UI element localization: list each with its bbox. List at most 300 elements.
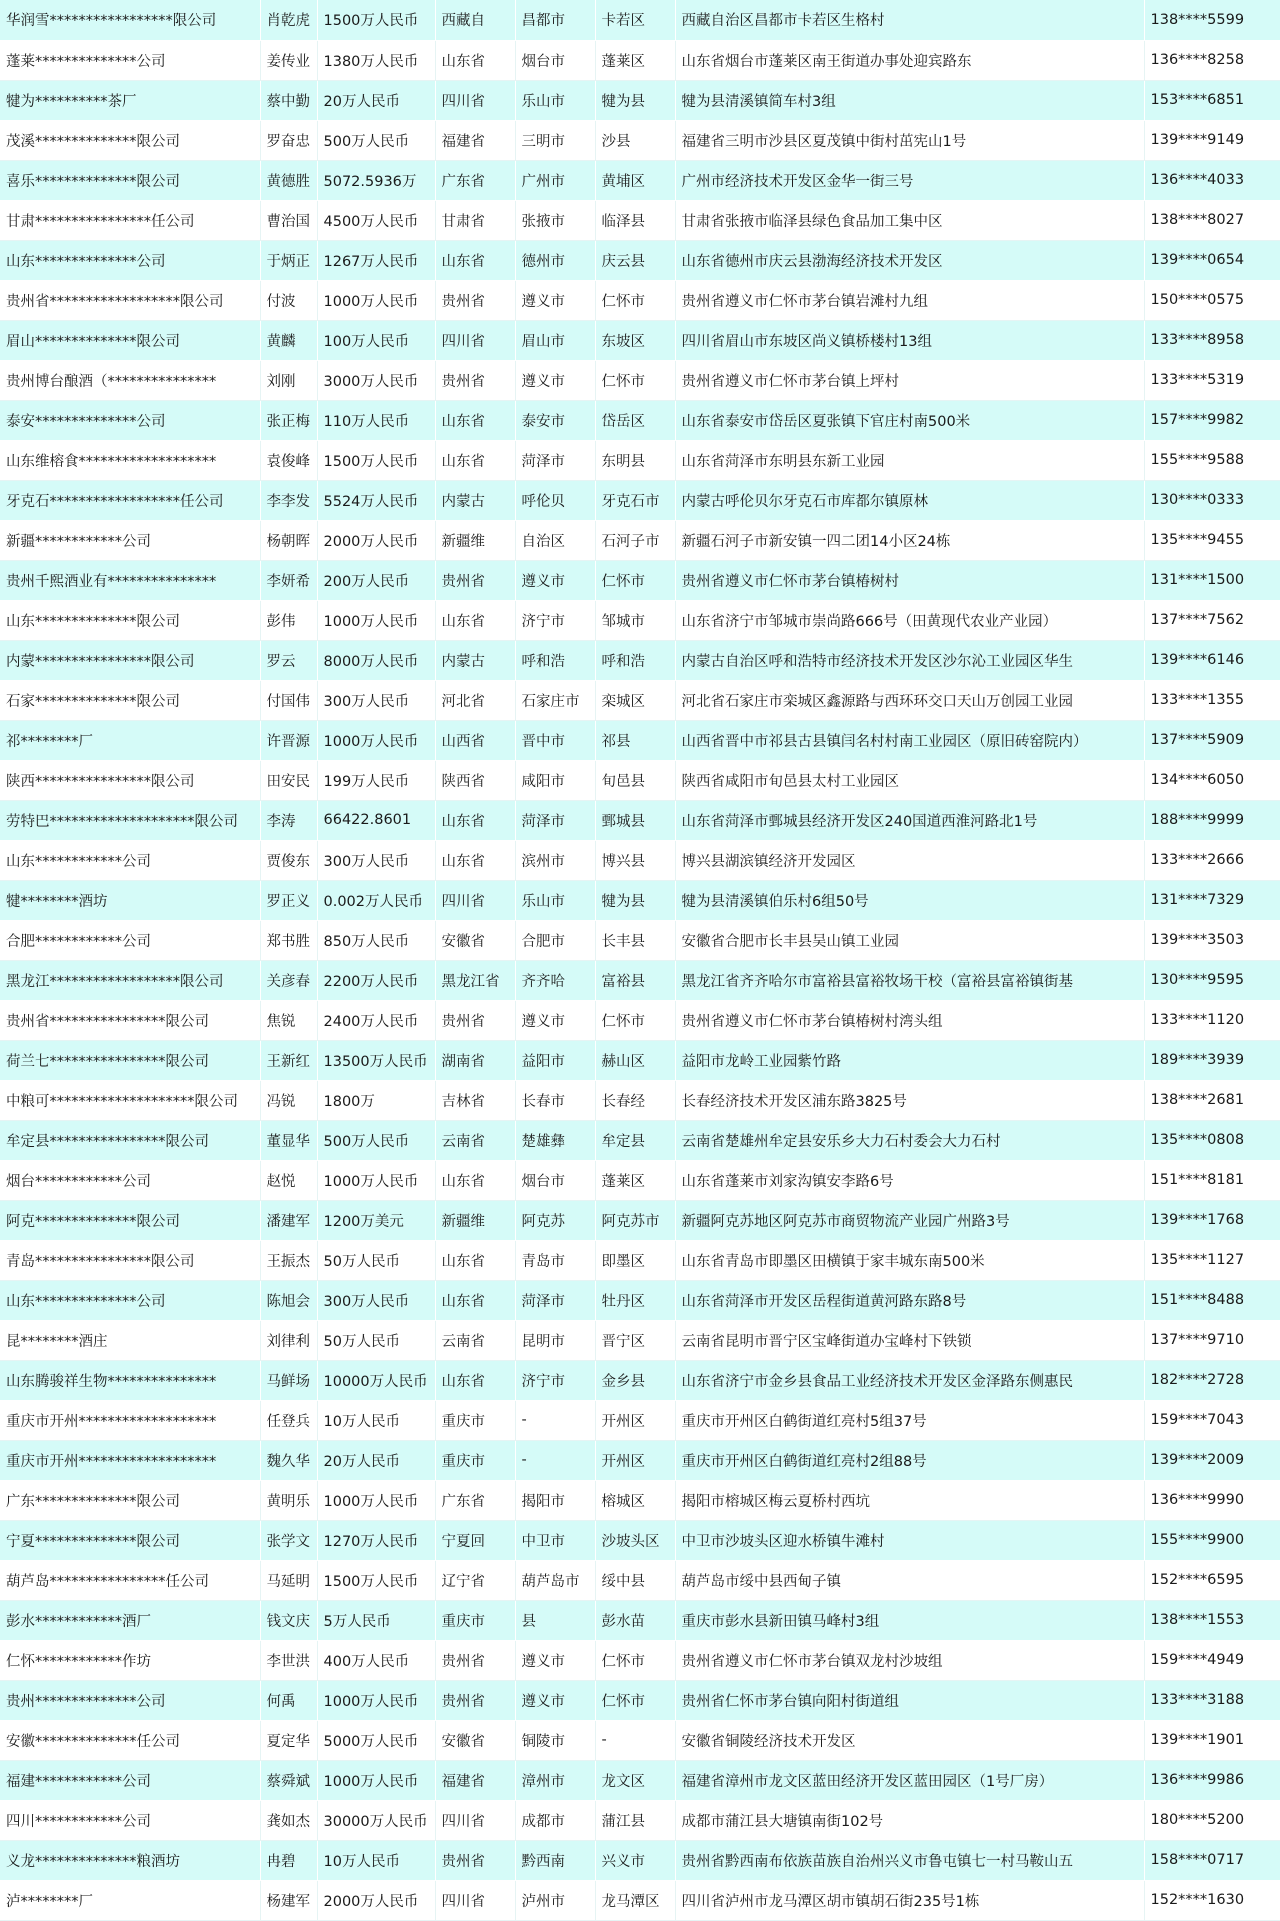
registered-capital-cell: 1000万人民币 [317, 1480, 435, 1520]
city-cell: 成都市 [515, 1800, 595, 1840]
phone-cell: 180****5200 [1144, 1800, 1280, 1840]
district-cell: 蓬莱区 [595, 1160, 675, 1200]
phone-cell: 182****2728 [1144, 1360, 1280, 1400]
legal-representative-cell: 曹治国 [260, 200, 317, 240]
address-cell: 安徽省合肥市长丰县吴山镇工业园 [675, 920, 1144, 960]
province-cell: 山东省 [435, 440, 515, 480]
district-cell: 兴义市 [595, 1840, 675, 1880]
district-cell: 博兴县 [595, 840, 675, 880]
province-cell: 宁夏回 [435, 1520, 515, 1560]
address-cell: 内蒙古呼伦贝尔牙克石市库都尔镇原林 [675, 480, 1144, 520]
phone-cell: 133****1355 [1144, 680, 1280, 720]
district-cell: 长丰县 [595, 920, 675, 960]
city-cell: 揭阳市 [515, 1480, 595, 1520]
city-cell: 益阳市 [515, 1040, 595, 1080]
province-cell: 贵州省 [435, 360, 515, 400]
phone-cell: 136****8258 [1144, 40, 1280, 80]
company-name-cell: 荷兰七****************限公司 [0, 1040, 260, 1080]
address-cell: 贵州省遵义市仁怀市茅台镇双龙村沙坡组 [675, 1640, 1144, 1680]
legal-representative-cell: 肖乾虎 [260, 0, 317, 40]
city-cell: - [515, 1440, 595, 1480]
table-row [0, 1840, 1280, 1880]
district-cell: 富裕县 [595, 960, 675, 1000]
company-name-cell: 贵州千熙酒业有*************** [0, 560, 260, 600]
province-cell: 山东省 [435, 800, 515, 840]
district-cell: 彭水苗 [595, 1600, 675, 1640]
address-cell: 甘肃省张掖市临泽县绿色食品加工集中区 [675, 200, 1144, 240]
province-cell: 四川省 [435, 80, 515, 120]
address-cell: 山东省德州市庆云县渤海经济技术开发区 [675, 240, 1144, 280]
legal-representative-cell: 李妍希 [260, 560, 317, 600]
company-name-cell: 祁********厂 [0, 720, 260, 760]
legal-representative-cell: 潘建军 [260, 1200, 317, 1240]
company-name-cell: 安徽**************任公司 [0, 1720, 260, 1760]
district-cell: 牙克石市 [595, 480, 675, 520]
company-name-cell: 山东**************限公司 [0, 600, 260, 640]
legal-representative-cell: 罗奋忠 [260, 120, 317, 160]
table-row [0, 80, 1280, 120]
province-cell: 山东省 [435, 1240, 515, 1280]
legal-representative-cell: 张学文 [260, 1520, 317, 1560]
company-name-cell: 新疆************公司 [0, 520, 260, 560]
address-cell: 贵州省仁怀市茅台镇向阳村街道组 [675, 1680, 1144, 1720]
district-cell: 祁县 [595, 720, 675, 760]
table-row [0, 880, 1280, 920]
registered-capital-cell: 0.002万人民币 [317, 880, 435, 920]
table-row [0, 600, 1280, 640]
address-cell: 山东省济宁市邹城市崇尚路666号（田黄现代农业产业园） [675, 600, 1144, 640]
legal-representative-cell: 冉碧 [260, 1840, 317, 1880]
address-cell: 河北省石家庄市栾城区鑫源路与西环环交口天山万创园工业园 [675, 680, 1144, 720]
district-cell: 蒲江县 [595, 1800, 675, 1840]
registered-capital-cell: 66422.8601 [317, 800, 435, 840]
phone-cell: 159****7043 [1144, 1400, 1280, 1440]
province-cell: 广东省 [435, 1480, 515, 1520]
registered-capital-cell: 1267万人民币 [317, 240, 435, 280]
table-row [0, 1520, 1280, 1560]
city-cell: 菏泽市 [515, 1280, 595, 1320]
legal-representative-cell: 李涛 [260, 800, 317, 840]
registered-capital-cell: 30000万人民币 [317, 1800, 435, 1840]
address-cell: 福建省漳州市龙文区蓝田经济开发区蓝田园区（1号厂房） [675, 1760, 1144, 1800]
table-row [0, 1400, 1280, 1440]
company-name-cell: 福建************公司 [0, 1760, 260, 1800]
legal-representative-cell: 刘刚 [260, 360, 317, 400]
province-cell: 广东省 [435, 160, 515, 200]
province-cell: 云南省 [435, 1120, 515, 1160]
phone-cell: 135****9455 [1144, 520, 1280, 560]
province-cell: 贵州省 [435, 280, 515, 320]
district-cell: 仁怀市 [595, 1680, 675, 1720]
city-cell: - [515, 1400, 595, 1440]
table-row [0, 1480, 1280, 1520]
district-cell: 晋宁区 [595, 1320, 675, 1360]
registered-capital-cell: 10万人民币 [317, 1840, 435, 1880]
phone-cell: 133****8958 [1144, 320, 1280, 360]
table-row [0, 1440, 1280, 1480]
phone-cell: 131****7329 [1144, 880, 1280, 920]
address-cell: 新疆阿克苏地区阿克苏市商贸物流产业园广州路3号 [675, 1200, 1144, 1240]
company-name-cell: 贵州博台酿酒（*************** [0, 360, 260, 400]
address-cell: 山东省菏泽市东明县东新工业园 [675, 440, 1144, 480]
company-name-cell: 犍********酒坊 [0, 880, 260, 920]
city-cell: 乐山市 [515, 80, 595, 120]
company-name-cell: 山东腾骏祥生物*************** [0, 1360, 260, 1400]
table-row [0, 360, 1280, 400]
city-cell: 烟台市 [515, 1160, 595, 1200]
phone-cell: 133****3188 [1144, 1680, 1280, 1720]
phone-cell: 189****3939 [1144, 1040, 1280, 1080]
city-cell: 遵义市 [515, 1680, 595, 1720]
address-cell: 内蒙古自治区呼和浩特市经济技术开发区沙尔沁工业园区华生 [675, 640, 1144, 680]
city-cell: 遵义市 [515, 1640, 595, 1680]
phone-cell: 139****2009 [1144, 1440, 1280, 1480]
phone-cell: 159****4949 [1144, 1640, 1280, 1680]
district-cell: 仁怀市 [595, 280, 675, 320]
province-cell: 重庆市 [435, 1400, 515, 1440]
district-cell: 庆云县 [595, 240, 675, 280]
phone-cell: 134****6050 [1144, 760, 1280, 800]
registered-capital-cell: 1500万人民币 [317, 440, 435, 480]
company-name-cell: 重庆市开州******************* [0, 1440, 260, 1480]
table-row [0, 440, 1280, 480]
company-name-cell: 山东**************公司 [0, 240, 260, 280]
phone-cell: 139****1768 [1144, 1200, 1280, 1240]
registered-capital-cell: 100万人民币 [317, 320, 435, 360]
company-name-cell: 宁夏**************限公司 [0, 1520, 260, 1560]
district-cell: 犍为县 [595, 880, 675, 920]
company-name-cell: 黑龙江******************限公司 [0, 960, 260, 1000]
company-name-cell: 劳特巴********************限公司 [0, 800, 260, 840]
legal-representative-cell: 杨朝晖 [260, 520, 317, 560]
province-cell: 福建省 [435, 120, 515, 160]
address-cell: 山东省济宁市金乡县食品工业经济技术开发区金泽路东侧惠民 [675, 1360, 1144, 1400]
registered-capital-cell: 10万人民币 [317, 1400, 435, 1440]
table-row [0, 680, 1280, 720]
district-cell: 长春经 [595, 1080, 675, 1120]
registered-capital-cell: 5524万人民币 [317, 480, 435, 520]
district-cell: 石河子市 [595, 520, 675, 560]
company-name-cell: 泰安**************公司 [0, 400, 260, 440]
company-name-cell: 牟定县****************限公司 [0, 1120, 260, 1160]
registered-capital-cell: 1000万人民币 [317, 600, 435, 640]
table-row [0, 480, 1280, 520]
district-cell: 龙马潭区 [595, 1880, 675, 1920]
address-cell: 云南省楚雄州牟定县安乐乡大力石村委会大力石村 [675, 1120, 1144, 1160]
province-cell: 山东省 [435, 840, 515, 880]
table-row [0, 200, 1280, 240]
district-cell: 仁怀市 [595, 1640, 675, 1680]
table-row [0, 1000, 1280, 1040]
city-cell: 青岛市 [515, 1240, 595, 1280]
city-cell: 张掖市 [515, 200, 595, 240]
legal-representative-cell: 蔡中勤 [260, 80, 317, 120]
city-cell: 中卫市 [515, 1520, 595, 1560]
city-cell: 自治区 [515, 520, 595, 560]
province-cell: 辽宁省 [435, 1560, 515, 1600]
address-cell: 贵州省遵义市仁怀市茅台镇岩滩村九组 [675, 280, 1144, 320]
legal-representative-cell: 何禹 [260, 1680, 317, 1720]
city-cell: 广州市 [515, 160, 595, 200]
phone-cell: 139****0654 [1144, 240, 1280, 280]
registered-capital-cell: 5072.5936万 [317, 160, 435, 200]
province-cell: 重庆市 [435, 1440, 515, 1480]
city-cell: 眉山市 [515, 320, 595, 360]
registered-capital-cell: 10000万人民币 [317, 1360, 435, 1400]
city-cell: 遵义市 [515, 280, 595, 320]
table-row [0, 1720, 1280, 1760]
company-name-cell: 中粮可********************限公司 [0, 1080, 260, 1120]
province-cell: 山东省 [435, 400, 515, 440]
registered-capital-cell: 1500万人民币 [317, 0, 435, 40]
legal-representative-cell: 刘律利 [260, 1320, 317, 1360]
legal-representative-cell: 郑书胜 [260, 920, 317, 960]
company-name-cell: 石家**************限公司 [0, 680, 260, 720]
phone-cell: 139****1901 [1144, 1720, 1280, 1760]
table-row [0, 0, 1280, 40]
district-cell: 开州区 [595, 1440, 675, 1480]
city-cell: 长春市 [515, 1080, 595, 1120]
company-name-cell: 内蒙****************限公司 [0, 640, 260, 680]
phone-cell: 155****9900 [1144, 1520, 1280, 1560]
phone-cell: 139****9149 [1144, 120, 1280, 160]
company-name-cell: 阿克**************限公司 [0, 1200, 260, 1240]
table-row [0, 1760, 1280, 1800]
registered-capital-cell: 1000万人民币 [317, 1760, 435, 1800]
city-cell: 济宁市 [515, 600, 595, 640]
legal-representative-cell: 冯锐 [260, 1080, 317, 1120]
legal-representative-cell: 李世洪 [260, 1640, 317, 1680]
phone-cell: 137****5909 [1144, 720, 1280, 760]
registered-capital-cell: 50万人民币 [317, 1240, 435, 1280]
legal-representative-cell: 龚如杰 [260, 1800, 317, 1840]
address-cell: 山东省菏泽市鄄城县经济开发区240国道西淮河路北1号 [675, 800, 1144, 840]
company-name-cell: 山东************公司 [0, 840, 260, 880]
district-cell: 岱岳区 [595, 400, 675, 440]
address-cell: 贵州省遵义市仁怀市茅台镇椿树村湾头组 [675, 1000, 1144, 1040]
province-cell: 山东省 [435, 1280, 515, 1320]
registered-capital-cell: 500万人民币 [317, 1120, 435, 1160]
company-name-cell: 贵州省******************限公司 [0, 280, 260, 320]
province-cell: 山东省 [435, 40, 515, 80]
district-cell: 仁怀市 [595, 360, 675, 400]
company-name-cell: 犍为**********茶厂 [0, 80, 260, 120]
district-cell: 鄄城县 [595, 800, 675, 840]
city-cell: 德州市 [515, 240, 595, 280]
company-name-cell: 四川************公司 [0, 1800, 260, 1840]
province-cell: 云南省 [435, 1320, 515, 1360]
table-row [0, 920, 1280, 960]
table-row [0, 320, 1280, 360]
registered-capital-cell: 2000万人民币 [317, 1880, 435, 1920]
district-cell: 龙文区 [595, 1760, 675, 1800]
phone-cell: 136****4033 [1144, 160, 1280, 200]
company-name-cell: 山东**************公司 [0, 1280, 260, 1320]
registered-capital-cell: 1000万人民币 [317, 1160, 435, 1200]
city-cell: 葫芦岛市 [515, 1560, 595, 1600]
table-row [0, 1280, 1280, 1320]
phone-cell: 157****9982 [1144, 400, 1280, 440]
registered-capital-cell: 110万人民币 [317, 400, 435, 440]
legal-representative-cell: 黄明乐 [260, 1480, 317, 1520]
phone-cell: 138****5599 [1144, 0, 1280, 40]
address-cell: 云南省昆明市晋宁区宝峰街道办宝峰村下铁锁 [675, 1320, 1144, 1360]
district-cell: 东明县 [595, 440, 675, 480]
phone-cell: 133****1120 [1144, 1000, 1280, 1040]
phone-cell: 138****8027 [1144, 200, 1280, 240]
city-cell: 乐山市 [515, 880, 595, 920]
province-cell: 山西省 [435, 720, 515, 760]
table-row [0, 520, 1280, 560]
legal-representative-cell: 魏久华 [260, 1440, 317, 1480]
city-cell: 遵义市 [515, 1000, 595, 1040]
legal-representative-cell: 陈旭会 [260, 1280, 317, 1320]
province-cell: 山东省 [435, 600, 515, 640]
district-cell: 黄埔区 [595, 160, 675, 200]
address-cell: 贵州省黔西南布依族苗族自治州兴义市鲁屯镇七一村马鞍山五 [675, 1840, 1144, 1880]
company-name-cell: 贵州省****************限公司 [0, 1000, 260, 1040]
legal-representative-cell: 彭伟 [260, 600, 317, 640]
city-cell: 三明市 [515, 120, 595, 160]
city-cell: 咸阳市 [515, 760, 595, 800]
phone-cell: 151****8488 [1144, 1280, 1280, 1320]
province-cell: 内蒙古 [435, 640, 515, 680]
phone-cell: 130****9595 [1144, 960, 1280, 1000]
phone-cell: 152****1630 [1144, 1880, 1280, 1920]
company-name-cell: 陕西****************限公司 [0, 760, 260, 800]
legal-representative-cell: 王振杰 [260, 1240, 317, 1280]
address-cell: 犍为县清溪镇伯乐村6组50号 [675, 880, 1144, 920]
table-row [0, 1080, 1280, 1120]
address-cell: 黑龙江省齐齐哈尔市富裕县富裕牧场干校（富裕县富裕镇街基 [675, 960, 1144, 1000]
city-cell: 楚雄彝 [515, 1120, 595, 1160]
city-cell: 烟台市 [515, 40, 595, 80]
district-cell: 金乡县 [595, 1360, 675, 1400]
registered-capital-cell: 1500万人民币 [317, 1560, 435, 1600]
table-row [0, 1640, 1280, 1680]
city-cell: 泸州市 [515, 1880, 595, 1920]
table-row [0, 1680, 1280, 1720]
table-row [0, 720, 1280, 760]
table-row [0, 1560, 1280, 1600]
table-row [0, 240, 1280, 280]
address-cell: 重庆市开州区白鹤街道红亮村2组88号 [675, 1440, 1144, 1480]
table-row [0, 400, 1280, 440]
legal-representative-cell: 赵悦 [260, 1160, 317, 1200]
address-cell: 山东省青岛市即墨区田横镇于家丰城东南500米 [675, 1240, 1144, 1280]
registered-capital-cell: 13500万人民币 [317, 1040, 435, 1080]
legal-representative-cell: 王新红 [260, 1040, 317, 1080]
phone-cell: 139****3503 [1144, 920, 1280, 960]
address-cell: 中卫市沙坡头区迎水桥镇牛滩村 [675, 1520, 1144, 1560]
city-cell: 齐齐哈 [515, 960, 595, 1000]
address-cell: 山东省蓬莱市刘家沟镇安李路6号 [675, 1160, 1144, 1200]
registered-capital-cell: 1000万人民币 [317, 280, 435, 320]
city-cell: 呼和浩 [515, 640, 595, 680]
registered-capital-cell: 1800万 [317, 1080, 435, 1120]
registered-capital-cell: 2400万人民币 [317, 1000, 435, 1040]
company-name-cell: 仁怀************作坊 [0, 1640, 260, 1680]
legal-representative-cell: 张正梅 [260, 400, 317, 440]
province-cell: 贵州省 [435, 560, 515, 600]
table-row [0, 40, 1280, 80]
address-cell: 四川省泸州市龙马潭区胡市镇胡石街235号1栋 [675, 1880, 1144, 1920]
legal-representative-cell: 马鲜场 [260, 1360, 317, 1400]
district-cell: 沙坡头区 [595, 1520, 675, 1560]
table-row [0, 760, 1280, 800]
province-cell: 贵州省 [435, 1680, 515, 1720]
table-row [0, 1240, 1280, 1280]
registered-capital-cell: 1200万美元 [317, 1200, 435, 1240]
legal-representative-cell: 罗云 [260, 640, 317, 680]
legal-representative-cell: 许晋源 [260, 720, 317, 760]
registered-capital-cell: 1000万人民币 [317, 720, 435, 760]
city-cell: 昌都市 [515, 0, 595, 40]
company-name-cell: 烟台************公司 [0, 1160, 260, 1200]
city-cell: 遵义市 [515, 360, 595, 400]
table-row [0, 1880, 1280, 1920]
phone-cell: 133****5319 [1144, 360, 1280, 400]
phone-cell: 158****0717 [1144, 1840, 1280, 1880]
district-cell: 仁怀市 [595, 1000, 675, 1040]
company-name-cell: 牙克石******************任公司 [0, 480, 260, 520]
province-cell: 安徽省 [435, 920, 515, 960]
company-name-cell: 重庆市开州******************* [0, 1400, 260, 1440]
phone-cell: 151****8181 [1144, 1160, 1280, 1200]
city-cell: 菏泽市 [515, 800, 595, 840]
registered-capital-cell: 2000万人民币 [317, 520, 435, 560]
legal-representative-cell: 关彦春 [260, 960, 317, 1000]
province-cell: 重庆市 [435, 1600, 515, 1640]
address-cell: 四川省眉山市东坡区尚义镇桥楼村13组 [675, 320, 1144, 360]
city-cell: 泰安市 [515, 400, 595, 440]
city-cell: 铜陵市 [515, 1720, 595, 1760]
phone-cell: 188****9999 [1144, 800, 1280, 840]
phone-cell: 139****6146 [1144, 640, 1280, 680]
legal-representative-cell: 袁俊峰 [260, 440, 317, 480]
table-row [0, 1600, 1280, 1640]
province-cell: 福建省 [435, 1760, 515, 1800]
legal-representative-cell: 钱文庆 [260, 1600, 317, 1640]
legal-representative-cell: 任登兵 [260, 1400, 317, 1440]
district-cell: 沙县 [595, 120, 675, 160]
province-cell: 河北省 [435, 680, 515, 720]
province-cell: 吉林省 [435, 1080, 515, 1120]
district-cell: 绥中县 [595, 1560, 675, 1600]
legal-representative-cell: 姜传业 [260, 40, 317, 80]
table-row [0, 1800, 1280, 1840]
city-cell: 济宁市 [515, 1360, 595, 1400]
table-row [0, 1120, 1280, 1160]
province-cell: 西藏自 [435, 0, 515, 40]
registered-capital-cell: 850万人民币 [317, 920, 435, 960]
province-cell: 贵州省 [435, 1000, 515, 1040]
address-cell: 贵州省遵义市仁怀市茅台镇椿树村 [675, 560, 1144, 600]
company-name-cell: 义龙**************粮酒坊 [0, 1840, 260, 1880]
province-cell: 陕西省 [435, 760, 515, 800]
address-cell: 西藏自治区昌都市卡若区生格村 [675, 0, 1144, 40]
registered-capital-cell: 4500万人民币 [317, 200, 435, 240]
district-cell: 榕城区 [595, 1480, 675, 1520]
city-cell: 昆明市 [515, 1320, 595, 1360]
company-name-cell: 山东维榕食******************* [0, 440, 260, 480]
district-cell: 旬邑县 [595, 760, 675, 800]
legal-representative-cell: 贾俊东 [260, 840, 317, 880]
phone-cell: 135****0808 [1144, 1120, 1280, 1160]
table-row [0, 960, 1280, 1000]
phone-cell: 138****1553 [1144, 1600, 1280, 1640]
address-cell: 山东省泰安市岱岳区夏张镇下官庄村南500米 [675, 400, 1144, 440]
